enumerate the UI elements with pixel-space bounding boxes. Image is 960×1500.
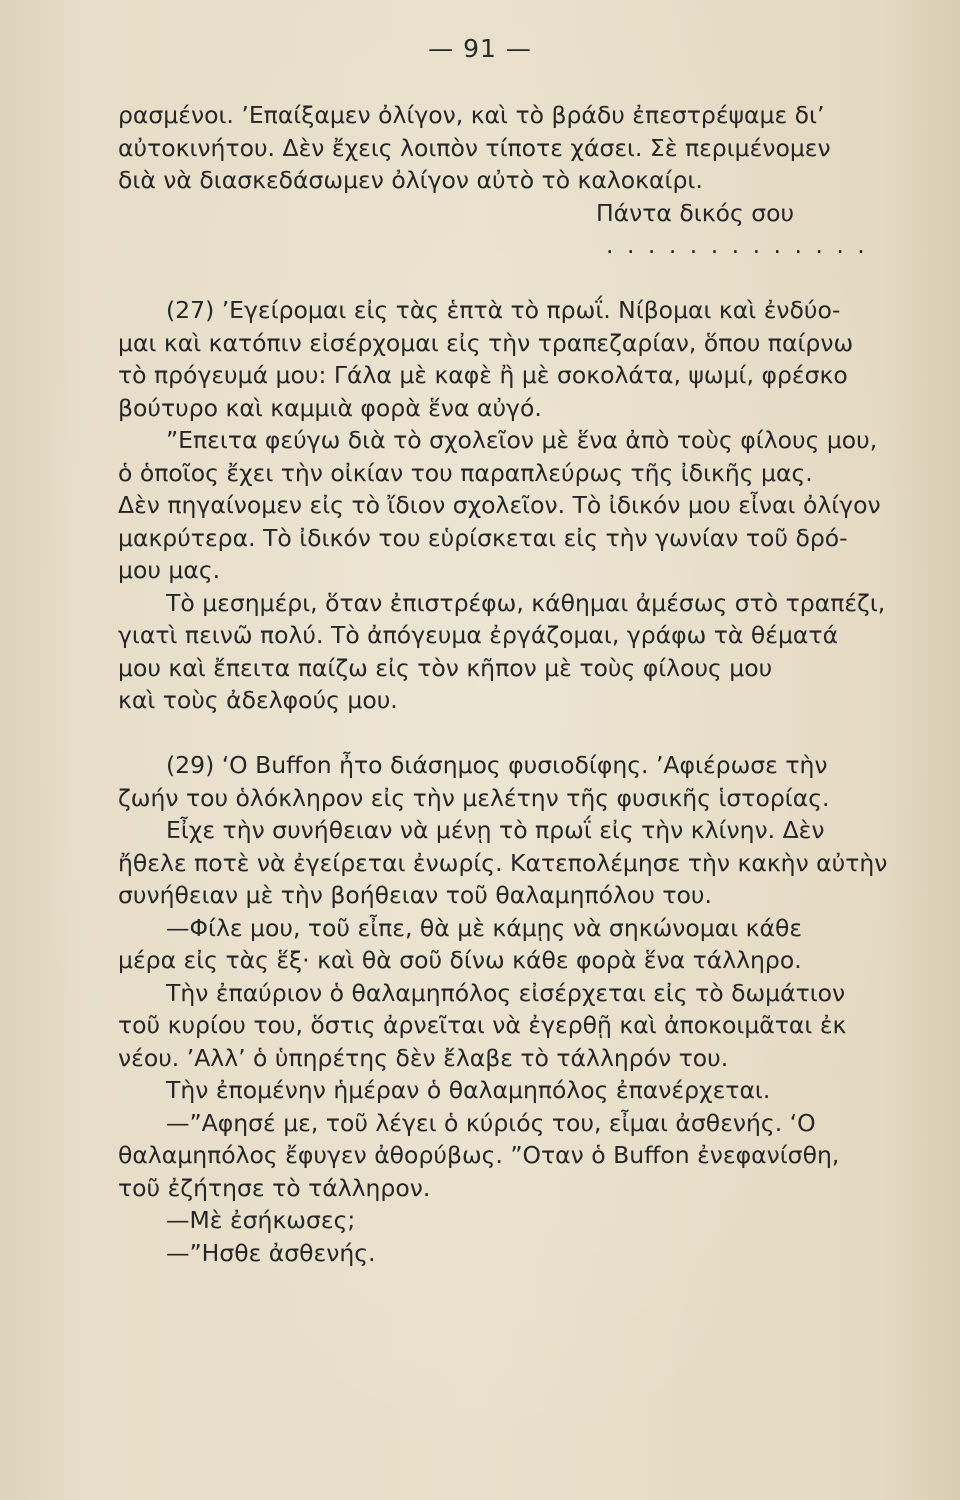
text-line: μου καὶ ἔπειτα παίζω εἰς τὸν κῆπον μὲ τοὺς φίλους μου [118, 653, 773, 682]
paragraph-start: ”Επειτα φεύγω διὰ τὸ σχολεῖον μὲ ἕνα ἀπὸ τοὺς φίλους μου, [166, 426, 878, 454]
dialogue-line: —”Αφησέ με, τοῦ λέγει ὁ κύριός του, εἶμαι ἀσθενής. ‘Ο [166, 1108, 816, 1137]
text-line: ὁ ὁποῖος ἔχει τὴν οἰκίαν του παραπλεύρως τῆς ἰδικῆς μας. [118, 458, 813, 487]
text-line: ζωήν του ὁλόκληρον εἰς τὴν μελέτην τῆς φυσικῆς ἱστορίας. [118, 783, 830, 812]
dialogue-line: —Μὲ ἐσήκωσες; [166, 1206, 356, 1234]
text-line: συνήθειαν μὲ τὴν βοήθειαν τοῦ θαλαμηπόλου του. [118, 881, 712, 909]
text-line: θαλαμηπόλος ἔφυγεν ἀθορύβως. ”Οταν ὁ Buffon ἐνεφανίσθη, [118, 1141, 840, 1169]
text-line: τὸ πρόγευμά μου: Γάλα μὲ καφὲ ἢ μὲ σοκολάτα, ψωμί, φρέσκο [118, 361, 848, 389]
text-line: βούτυρο καὶ καμμιὰ φορὰ ἕνα αὐγό. [118, 393, 542, 422]
text-line: μου μας. [118, 556, 221, 584]
paragraph-start: Τὴν ἐπομένην ἡμέραν ὁ θαλαμηπόλος ἐπανέρχεται. [166, 1076, 771, 1104]
text-line: αὐτοκινήτου. Δὲν ἔχεις λοιπὸν τίποτε χάσει. Σὲ περιμένομεν [118, 133, 831, 162]
page-number: — 91 — [428, 34, 532, 63]
letter-closing: Πάντα δικός σου [596, 198, 795, 227]
paragraph-27-start: (27) ’Εγείρομαι εἰς τὰς ἑπτὰ τὸ πρωΐ. Νίβομαι καὶ ἐνδύο- [166, 296, 841, 324]
blank-line [118, 717, 918, 750]
text-line: μέρα εἰς τὰς ἕξ· καὶ θὰ σοῦ δίνω κάθε φορὰ ἕνα τάλληρο. [118, 946, 802, 974]
body-text [118, 99, 918, 1269]
text-line: ἤθελε ποτὲ νὰ ἐγείρεται ἐνωρίς. Κατεπολέμησε τὴν κακὴν αὐτὴν [118, 848, 888, 877]
text-line: ρασμένοι. ’Επαίξαμεν ὀλίγον, καὶ τὸ βράδυ ἐπεστρέψαμε δι’ [118, 101, 825, 129]
paragraph-start: Τὸ μεσημέρι, ὅταν ἐπιστρέφω, κάθημαι ἀμέσως στὸ τραπέζι, [166, 588, 886, 617]
text-line: μαι καὶ κατόπιν εἰσέρχομαι εἰς τὴν τραπεζαρίαν, ὅπου παίρνω [118, 328, 854, 357]
blank-line [118, 262, 918, 295]
text-line: μακρύτερα. Τὸ ἰδικόν του εὑρίσκεται εἰς τὴν γωνίαν τοῦ δρό- [118, 523, 848, 552]
text-line: γιατὶ πεινῶ πολύ. Τὸ ἀπόγευμα ἐργάζομαι, γράφω τὰ θέματά [118, 621, 839, 649]
paragraph-start: Τὴν ἐπαύριον ὁ θαλαμηπόλος εἰσέρχεται εἰς τὸ δωμάτιον [166, 978, 846, 1007]
text-line: καὶ τοὺς ἀδελφούς μου. [118, 686, 398, 714]
dialogue-line: —”Ησθε ἀσθενής. [166, 1238, 376, 1267]
text-line: τοῦ ἐζήτησε τὸ τάλληρον. [118, 1173, 431, 1202]
text-line: διὰ νὰ διασκεδάσωμεν ὀλίγον αὐτὸ τὸ καλοκαίρι. [118, 166, 703, 194]
text-line: τοῦ κυρίου του, ὅστις ἀρνεῖται νὰ ἐγερθῇ καὶ ἀποκοιμᾶται ἐκ [118, 1011, 847, 1039]
text-line: νέου. ’Αλλ’ ὁ ὑπηρέτης δὲν ἔλαβε τὸ τάλληρόν του. [118, 1043, 729, 1072]
dialogue-line: —Φίλε μου, τοῦ εἶπε, θὰ μὲ κάμῃς νὰ σηκώνομαι κάθε [166, 913, 803, 942]
paragraph-start: Εἶχε τὴν συνήθειαν νὰ μένῃ τὸ πρωΐ εἰς τὴν κλίνην. Δὲν [166, 816, 825, 844]
ellipsis-dots: . . . . . . . . . . . . . [606, 231, 868, 259]
paragraph-29-start: (29) ‘Ο Buffon ἦτο διάσημος φυσιοδίφης. ’Αφιέρωσε τὴν [166, 751, 828, 779]
text-line: Δὲν πηγαίνομεν εἰς τὸ ἴδιον σχολεῖον. Τὸ ἰδικόν μου εἶναι ὀλίγον [118, 491, 881, 519]
